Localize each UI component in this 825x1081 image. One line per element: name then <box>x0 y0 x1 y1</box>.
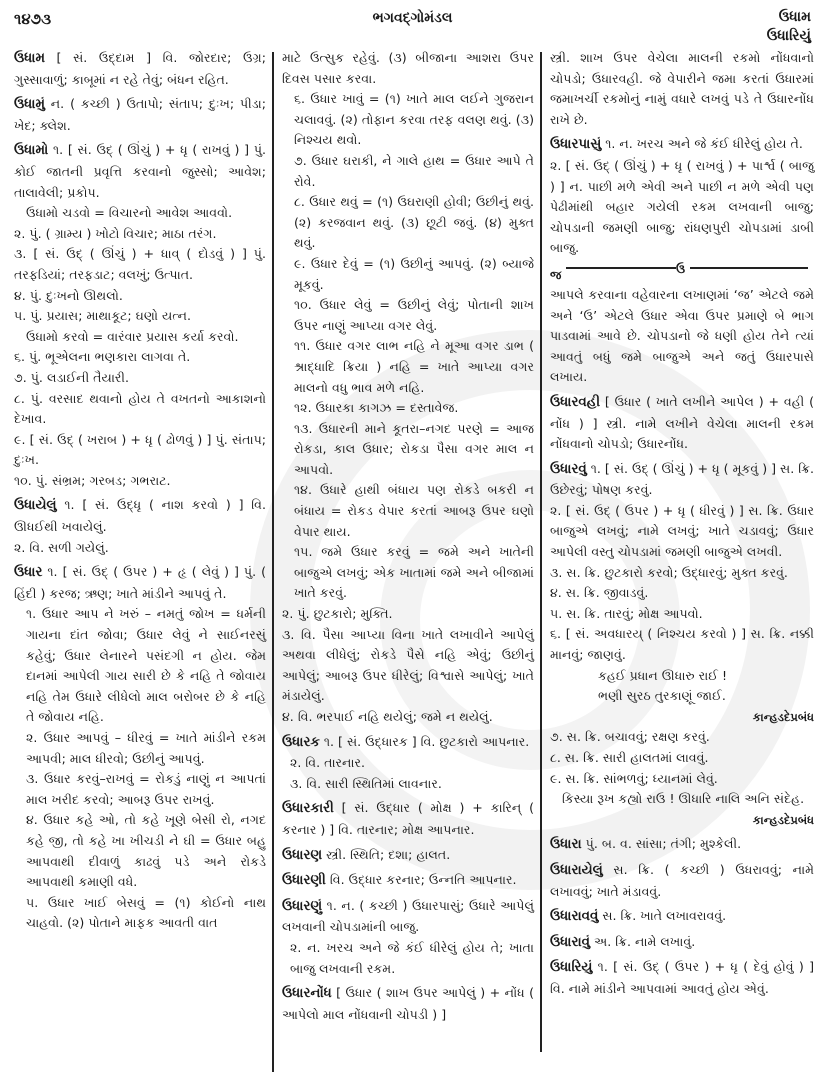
headword: ઉધારાવવું <box>550 909 599 925</box>
dictionary-entry <box>550 134 814 259</box>
ledger-diagram <box>550 263 814 285</box>
sense-item: ૪. ઉધાર કહે ઓ, તો કહે ખૂણે બેસી રો, નગદ કહે જી, તો કહે ખા ખીચડી ને ઘી = ઉધાર બહુ આપવાથી દીવાળું કાઢવું પડે અને રોકડે આપવાથી કમાણી વધે. <box>26 812 266 890</box>
sense-item: ૩. ઉધાર કરવું–રાખવું = રોકડું નાણું ન આપતાં માલ ખરીદ કરવો; આબરૂ ઉપર રાખવું. <box>26 771 266 807</box>
citation-source: કાન્હડદેપ્રબંધ <box>752 709 814 724</box>
entry-definition <box>550 459 814 501</box>
dictionary-entry <box>550 285 814 388</box>
sense-item: ૬. પું. ભૂએલના ભણકારા લાગવા તે. <box>14 349 191 365</box>
sense-item: ૮. સ. ક્રિ. સારી હાલતમાં લાવવું. <box>550 750 709 765</box>
entry-definition <box>550 860 814 902</box>
sense-item: ૧૪. ઉધારે હાથી બંધાય પણ રોકડે બકરી ન બંધાય = રોકડ વેપાર કરતાં આબરૂ ઉપર ઘણો વેપાર થાય. <box>294 482 534 539</box>
headword: ઉધામો <box>14 143 49 159</box>
sense-item: ૨. ન. ખરચ અને જે કંઈ ધીરેલું હોય તે; ખાતા બાજુ લખવાની રકમ. <box>290 939 534 976</box>
sense-item: ૧૨. ઉધારકા કાગઝ = દસ્તાવેજ. <box>294 400 459 416</box>
headword: ઉધારક <box>282 734 320 750</box>
entry-definition <box>14 140 266 203</box>
guide-word-first: ઉધામ <box>778 9 811 25</box>
headword: ઉધારણી <box>282 873 326 889</box>
sense-item: ૩. સ. ક્રિ. છુટકારો કરવો; ઉદ્ધારવું; મુક્ત કરવું. <box>550 564 788 580</box>
definition-text: ૧. [ સં. ઉદ્ ( ઊંચું ) + ધૃ ( રાખવું ) ] પું. કોઈ જાતની પ્રવૃત્તિ કરવાનો જુસ્સો; આવેશ; તાલાવેલી; પ્રકોપ. <box>14 142 266 200</box>
entry-definition <box>282 983 534 1025</box>
definition-text: માટે ઉત્સુક રહેવું. (૩) બીજાના આશરા ઉપર દિવસ પસાર કરવા. <box>282 50 534 86</box>
definition-text: ૧. ન. ખરચ અને જે કંઈ ધીરેલું હોય તે. <box>605 136 803 152</box>
definition-text: પું. બ. વ. સાંસા; તંગી; મુશ્કેલી. <box>585 836 742 852</box>
headword: ઉધારણું <box>282 898 323 914</box>
sense-item: ૩. [ સં. ઉદ્ ( ઊંચું ) + ધાવ્ ( દોડવું ) ] પું. તરફડિયાં; તરફડાટ; વલખું; ઉત્પાત. <box>14 246 266 282</box>
entry-definition <box>14 495 266 537</box>
headword: ઉધારકારી <box>282 801 334 817</box>
sense-item: ૪. પું. દુઃખનો ઊથલો. <box>14 287 123 303</box>
sense-item: ૧૧. ઉધાર વગર લાભ નહિ ને મૂઆ વગર ડાભ ( શ્રાદ્ધાદિ ક્રિયા ) નહિ = ખાતે આપ્યા વગર માલનો વધુ ભાવ મળે નહિ. <box>294 338 534 395</box>
entry-definition <box>550 957 814 999</box>
dictionary-entry <box>550 392 814 455</box>
sense-item: ૮. ઉધાર થવું = (૧) ઉઘરાણી હોવી; ઉછીનું થવું. (૨) કરજવાન થવું. (૩) છૂટી જવું. (૪) મુક્ત થવું. <box>294 194 534 251</box>
entry-definition <box>550 134 814 156</box>
entry-definition <box>550 834 814 856</box>
sense-item: ૯. ઉધાર દેવું = (૧) ઉછીનું આપવું. (૨) બ્યાજે મૂકવું. <box>294 255 534 292</box>
dictionary-columns <box>14 48 814 1078</box>
definition-text: વિ. ઉદ્ધાર કરનાર; ઉન્નતિ આપનાર. <box>329 872 517 888</box>
headword: ઉધારાયેલું <box>550 862 603 878</box>
sense-item: ૭. પું. લડાઈની તૈયારી. <box>14 369 130 385</box>
sense-item: ૫. ઉધાર ખાઈ બેસવું = (૧) કોઈનો નાથ ચાહવો. (૨) પોતાને માફક આવતી વાત <box>26 894 266 931</box>
entry-definition <box>550 906 814 928</box>
dictionary-entry <box>282 845 534 867</box>
headword: ઉધારણ <box>282 847 323 863</box>
dictionary-entry <box>282 48 534 728</box>
column-middle <box>282 48 534 1078</box>
definition-text: ૧. [ સં. ઉદ્ ( ઉપર ) + ધૃ ( દેવું હોવું ) ] વિ. નામે માંડીને આપવામાં આવતું હોય એવું. <box>550 959 814 996</box>
diagram-rule <box>690 267 808 269</box>
sense-item: ૯. [ સં. ઉદ્ ( ખરાબ ) + ધૃ ( ઢોળવું ) ] પું. સંતાપ; દુઃખ. <box>14 431 266 468</box>
dictionary-entry <box>282 798 534 840</box>
running-title: ભગવદ્ગોમંડલ <box>372 10 453 26</box>
dictionary-entry <box>550 932 814 954</box>
sense-item: ૨. પું. છુટકારો; મુક્તિ. <box>282 606 393 622</box>
entry-definition <box>14 562 266 604</box>
headword: ઉધાર <box>14 565 43 581</box>
sense-item: ૫. સ. ક્રિ. તારવું; મોક્ષ આપવો. <box>550 605 703 621</box>
sense-item: ૨. [ સં. ઉદ્ ( ઉપર ) + ધૃ ( ધીરવું ) ] સ. ક્રિ. ઉધાર બાજુએ લખવું; નામે લખવું; ખાતે ચડાવવું; ઉધાર આપેલી વસ્તુ ચોપડામાં જમણી બાજુએ લખવી. <box>550 502 814 560</box>
page-header <box>14 6 811 46</box>
guide-word-last: ઉધારિયું <box>766 28 811 44</box>
sense-item: ૯. સ. ક્રિ. સાંભળવું; ધ્યાનમાં લેવું. <box>550 770 718 786</box>
sense-item: ૨. વિ. સળી ગયેલું. <box>14 539 109 555</box>
dictionary-entry <box>282 732 534 795</box>
dictionary-entry <box>14 140 266 491</box>
diagram-label-jame: જ <box>550 267 562 282</box>
entry-definition <box>282 732 534 754</box>
definition-text: ન. ( કચ્છી ) ઉતાપો; સંતાપ; દુઃખ; પીડા; ખેદ; ક્લેશ. <box>14 96 266 133</box>
sense-item: ૩. વિ. પૈસા આપ્યા વિના ખાતે લખાવીને આપેલું અથવા લીધેલું; રોકડે પૈસે નહિ એવું; ઉછીનું આપેલું; આબરૂ ઉપર ધીરેલું; વિશ્વાસે આપેલું; ખાતે મંડાયેલું. <box>282 626 534 704</box>
guide-words <box>767 8 811 46</box>
headword: ઉધારા <box>550 837 582 853</box>
dictionary-entry <box>14 94 266 136</box>
entry-definition <box>282 48 534 89</box>
entry-definition <box>282 896 534 938</box>
sense-item: ઉધામો કરવો = વારંવાર પ્રયાસ કર્યા કરવો. <box>26 328 239 344</box>
definition-text: સ. ક્રિ. ( કચ્છી ) ઉધરાવવું; નામે લખાવવું; ખાતે મંડાવવું. <box>550 861 814 899</box>
dictionary-entry <box>14 562 266 934</box>
sense-item: ૨. [ સં. ઉદ્ ( ઊંચું ) + ધૃ ( રાખવું ) + પાર્શ્વ ( બાજુ ) ] ન. પાછી મળે એવી અને પાછી ન મળે એવી પણ પેઢીમાંથી બહાર ગયેલી રકમ લખવાની બાજુ; ચોપડાની જમણી બાજુ; રાંધણપુરી ચોપડામાં ડાબી બાજુ. <box>550 157 814 256</box>
column-divider <box>272 52 274 1072</box>
entry-definition <box>550 48 814 130</box>
definition-text: ૧. [ સં. ઉદ્ ( ઊંચું ) + ધૃ ( મૂકવું ) ] સ. ક્રિ. ઉછેરવું; પોષણ કરવું. <box>550 460 814 498</box>
definition-text: ૧. [ સં. ઉદ્ધારક ] વિ. છુટકારો આપનાર. <box>323 733 530 749</box>
headword: ઉધારવહી <box>550 394 601 410</box>
sense-item: ૬. [ સં. અવધારય્ ( નિશ્ચય કરવો ) ] સ. ક્રિ. નક્કી માનવું; જાણવું. <box>550 626 814 663</box>
sense-item: ૭. સ. ક્રિ. બચાવવું; રક્ષણ કરવું. <box>550 729 710 745</box>
dictionary-entry <box>550 48 814 130</box>
dictionary-entry <box>550 860 814 902</box>
definition-text: ૧. ન. ( કચ્છી ) ઉધારપાસું; ઉધારે આપેલું લખવાની ચોપડામાંની બાજુ. <box>282 897 534 935</box>
entry-definition <box>282 870 534 892</box>
dictionary-entry <box>14 48 266 90</box>
sense-item: ૪. વિ. ભરપાઈ નહિ થયેલું; જમે ન થયેલું. <box>282 709 493 724</box>
sense-item: ૩. વિ. સારી સ્થિતિમાં લાવનાર. <box>290 775 442 791</box>
definition-text: [ ઉધાર ( શાખ ઉપર આપેલું ) + નોંધ ( આપેલો માલ નોંધવાની ચોપડી ) ] <box>282 985 535 1022</box>
sense-item: ઉધામો ચડવો = વિચારનો આવેશ આવવો. <box>26 205 233 221</box>
sense-item: કિસ્યા રૂખ કહ્યો રાઉ ! ઊધારિ નાલિ અનિ સંદેહ. <box>562 791 805 807</box>
definition-text: ૧. [ સં. ઉદ્ધૃ ( નાશ કરવો ) ] વિ. ઊધઈથી ખવાયેલું. <box>14 497 266 535</box>
entry-definition <box>550 392 814 455</box>
definition-text: [ સં. ઉદ્દામ ] વિ. જોરદાર; ઉગ્ર; ગુસ્સાવાળું; કાબૂમાં ન રહે તેવું; બંધન રહિત. <box>14 50 266 87</box>
sense-item: ૪. સ. ક્રિ. જીવાડવું. <box>550 585 649 601</box>
definition-text: સ્ત્રી. શાખ ઉપર વેચેલા માલની રકમો નોંધવાનો ચોપડો; ઉધારવહી. જે વેપારીને જમા કરતાં ઉધારમાં જમાખર્ચી રકમોનું નામું વધારે લખવું પડે તે ઉધારનોંધ રાખે છે. <box>550 50 814 127</box>
definition-text: સ. ક્રિ. ખાતે લખાવરાવવું. <box>602 908 727 924</box>
definition-text: સ્ત્રી. સ્થિતિ; દશા; હાલત. <box>326 846 451 862</box>
diagram-label-udhar: ઉ <box>676 261 686 276</box>
quotation-line: કહઈ પ્રધાન ઊધારુ રાઈ ! <box>598 667 728 683</box>
dictionary-entry <box>550 834 814 856</box>
sense-item: ૨. વિ. તારનાર. <box>290 755 366 771</box>
dictionary-entry <box>550 459 814 831</box>
entry-definition <box>282 798 534 840</box>
sense-item: ૬. ઉધાર ખાવું = (૧) ખાતે માલ લઈને ગુજરાન ચલાવવું. (૨) તોફાન કરવા તરફ વલણ થવું. (૩) નિશ્ચય થવો. <box>294 91 534 148</box>
headword: ઉધામું <box>14 97 45 113</box>
sense-item: ૭. ઉધાર ઘરાકી, ને ગાલે હાથ = ઉધાર આપે તે રોવે. <box>294 152 534 189</box>
sense-item: ૫. પું. પ્રયાસ; માથાકૂટ; ઘણો યત્ન. <box>14 308 191 324</box>
definition-text: [ ઉધાર ( ખાતે લખીને આપેલ ) + વહી ( નોંધ ) ] સ્ત્રી. નામે લખીને વેચેલા માલની રકમ નોંધવાનો ચોપડો; ઉધારનોંધ. <box>550 393 814 452</box>
entry-definition <box>14 94 266 136</box>
headword: ઉધામ <box>14 51 45 66</box>
sense-item: ૧૦. પું. સંભ્રમ; ગરબડ; ગભરાટ. <box>14 472 171 488</box>
sense-item: ૧. ઉધાર આપ ને ખરું – નમતું જોખ = ધર્મની ગાયના દાંત જોવા; ઉધાર લેવું ને સાઈનરસું કહેવું; ઉધાર લેનારને પસંદગી ન હોય. જેમ દાનમાં આપેલી ગાય સારી છે કે નહિ તે જોવાય નહિ તેમ ઉધારે લીધેલો માલ બરોબર છે કે નહિ તે જોવાય નહિ. <box>26 606 266 725</box>
sense-item: ૧૦. ઉધાર લેવું = ઉછીનું લેવું; પોતાની શાખ ઉપર નાણું આપ્યા વગર લેવું. <box>294 297 534 333</box>
sense-item: ૧૩. ઉધારની માને કૂતરા–નગદ પરણે = આજ રોકડા, કાલ ઉધાર; રોકડા પૈસા વગર માલ ન આપવો. <box>294 420 534 477</box>
dictionary-entry <box>282 870 534 892</box>
page-number: ૧૪૭૩ <box>14 10 52 28</box>
column-divider <box>540 52 542 1052</box>
dictionary-entry <box>14 495 266 558</box>
sense-item: ૧૫. જમે ઉધાર કરવું = જમે અને ખાતેની બાજુએ લખવું; એક ખાતામાં જમે અને બીજામાં ખાતે કરવું. <box>294 544 534 601</box>
headword: ઉધાયેલું <box>14 498 57 514</box>
dictionary-entry <box>282 896 534 979</box>
definition-text: અ. ક્રિ. નામે લખાવું. <box>594 933 696 949</box>
dictionary-entry <box>550 957 814 999</box>
entry-definition <box>282 845 534 867</box>
headword: ઉધારપાસું <box>550 137 602 153</box>
entry-definition <box>550 932 814 954</box>
dictionary-entry <box>282 983 534 1025</box>
sense-item: ૨. ઉધાર આપવું – ધીરવું = ખાતે માંડીને રકમ આપવી; માલ ધીરવો; ઉછીનું આપવું. <box>26 730 266 766</box>
quotation-line: ભણી સુરઠ તુરકાણૂં જાઈ. <box>598 688 726 704</box>
column-left <box>14 48 266 1078</box>
headword: ઉધારાવું <box>550 934 590 950</box>
entry-definition <box>14 48 266 90</box>
dictionary-entry <box>550 906 814 928</box>
diagram-rule <box>566 267 676 269</box>
headword: ઉધારિયું <box>550 960 593 976</box>
entry-definition <box>550 285 814 388</box>
headword: ઉધારવું <box>550 461 587 477</box>
definition-text: [ સં. ઉદ્ધાર ( મોક્ષ ) + કારિન્ ( કરનાર ) ] વિ. તારનાર; મોક્ષ આપનાર. <box>282 800 534 837</box>
headword: ઉધારનોંધ <box>282 986 332 1002</box>
column-right <box>550 48 814 1078</box>
sense-item: ૨. પું. ( ગ્રામ્ય ) ખોટો વિચાર; માઠા તરંગ. <box>14 225 217 241</box>
definition-text: આપલે કરવાના વહેવારના લખાણમાં ‘જ’ એટલે જમે અને ‘ઉ’ એટલે ઉધાર એવા ઉપર પ્રમાણે બે ભાગ પાડવામાં આવે છે. ચોપડાનો જે ધણી હોય તેને ત્યાં આવતું બધું જમે બાજુએ અને જતું ઉધારપાસે લખાય. <box>550 286 814 385</box>
definition-text: ૧. [ સં. ઉદ્ ( ઉપર ) + હૃ ( લેવું ) ] પું. ( હિંદી ) કરજ; ઋણ; ખાતે માંડીને આપવું તે. <box>14 564 266 601</box>
citation-source: કાન્હડદેપ્રબંધ <box>752 812 814 827</box>
sense-item: ૮. પું. વરસાદ થવાનો હોય તે વખતનો આકાશનો દેખાવ. <box>14 390 266 427</box>
